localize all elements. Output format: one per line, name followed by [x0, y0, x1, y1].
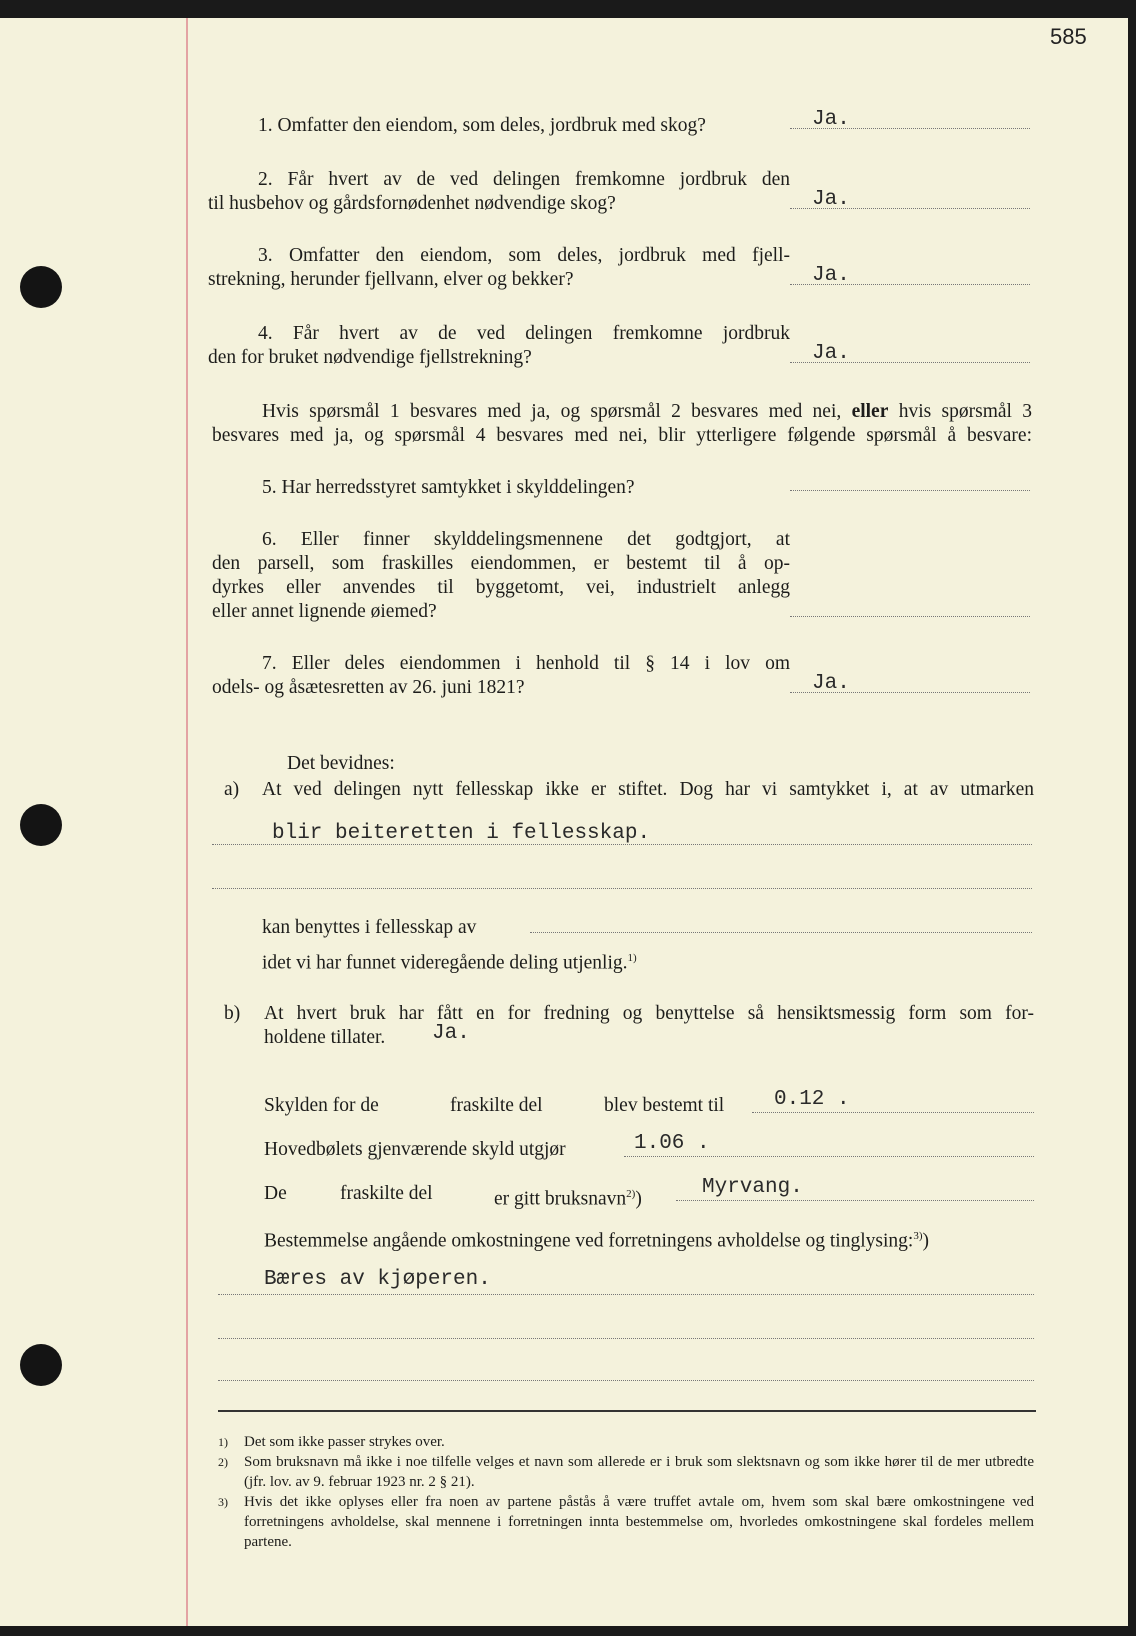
question-number: 1.: [258, 115, 273, 136]
name-label-1: De: [264, 1183, 287, 1204]
skyld-label-3: blev bestemt til: [604, 1095, 725, 1116]
remaining-label: Hovedbølets gjenværende skyld utgjør: [264, 1139, 566, 1160]
answer-q3: Ja.: [812, 264, 850, 287]
footnote-2: Som bruksnavn må ikke i noe tilfelle velges et navn som allerede er i bruk som slektsnavn og som ikke hører til de mer utbredte (jfr. lov. av 9. februar 1923 nr. 2 § 21).: [244, 1454, 1034, 1490]
question-4-line-2: den for bruket nødvendige fjellstrekning?: [208, 347, 532, 368]
answer-line: [790, 616, 1030, 617]
attestation-a-use: kan benyttes i fellesskap av: [262, 917, 477, 938]
attestation-b-line-1: At hvert bruk har fått en for fredning og benyttelse så hensiktsmessig form som for-: [264, 1003, 1034, 1024]
skyld-label-2: fraskilte del: [450, 1095, 543, 1116]
question-5: 5. Har herredsstyret samtykket i skylddelingen?: [262, 477, 635, 498]
question-3-line-1: 3. Omfatter den eiendom, som deles, jordbruk med fjell-: [258, 245, 790, 266]
fill-line: [212, 844, 1032, 845]
attestation-a-reason: idet vi har funnet videregående deling utjenlig.$^{1)}$: [262, 952, 637, 974]
fill-line: [624, 1156, 1034, 1157]
margin-line: [186, 18, 188, 1626]
fill-line: [752, 1112, 1034, 1113]
page-number: 585: [1050, 24, 1087, 49]
attestation-heading: Det bevidnes:: [287, 753, 395, 774]
typed-grazing-rights: blir beiteretten i fellesskap.: [272, 822, 651, 845]
footnote-3: Hvis det ikke oplyses eller fra noen av partene påstås å være truffet avtale om, hvem som skal bære omkostningene ved forretningens avholdelse, skal mennene i forretningen innta bestemmelse om, hvorledes omkostningene skal fordeles mellem partene.: [244, 1494, 1034, 1550]
question-2-line-2: til husbehov og gårdsfornødenhet nødvendige skog?: [208, 193, 616, 214]
footnote-1: Det som ikke passer strykes over.: [244, 1434, 445, 1450]
answer-q4: Ja.: [812, 342, 850, 365]
question-7-line-2: odels- og åsætesretten av 26. juni 1821?: [212, 677, 525, 698]
question-1: [258, 114, 706, 138]
footnote-mark-3: 3): [218, 1495, 228, 1509]
name-label-3: er gitt bruksnavn$^{2)}$): [494, 1188, 642, 1210]
attestation-b-label: b): [224, 1003, 241, 1024]
answer-q1: Ja.: [812, 108, 850, 131]
footnote-mark-2: 2): [218, 1455, 228, 1469]
fill-line: [218, 1338, 1034, 1339]
name-label-2: fraskilte del: [340, 1183, 433, 1204]
document-page: [0, 18, 1128, 1626]
punch-hole: [20, 804, 62, 846]
question-6-line-2: den parsell, som fraskilles eiendommen, er bestemt til å op-: [212, 553, 790, 574]
footnote-mark-1: 1): [218, 1435, 228, 1449]
name-value: Myrvang.: [702, 1176, 803, 1199]
question-4-line-1: 4. Får hvert av de ved delingen fremkomne jordbruk: [258, 323, 791, 344]
skyld-label-1: Skylden for de: [264, 1095, 379, 1116]
punch-hole: [20, 1344, 62, 1386]
fill-line: [218, 1380, 1034, 1381]
question-text: Omfatter den eiendom, som deles, jordbruk med skog?: [277, 115, 706, 136]
conditional-note-line-1: Hvis spørsmål 1 besvares med ja, og spørsmål 2 besvares med nei, eller hvis spørsmål 3: [262, 401, 1033, 422]
answer-b: Ja.: [432, 1022, 470, 1045]
question-2-line-1: 2. Får hvert av de ved delingen fremkomne jordbruk den: [258, 169, 790, 190]
remaining-value: 1.06 .: [634, 1132, 710, 1155]
answer-q7: Ja.: [812, 672, 850, 695]
answer-line: [790, 490, 1030, 491]
question-7-line-1: 7. Eller deles eiendommen i henhold til § 14 i lov om: [262, 653, 790, 674]
skyld-value: 0.12 .: [774, 1088, 850, 1111]
footnote-separator: [218, 1410, 1036, 1412]
question-6-line-3: dyrkes eller anvendes til byggetomt, vei, industrielt anlegg: [212, 577, 790, 598]
answer-q2: Ja.: [812, 188, 850, 211]
fill-line: [218, 1294, 1034, 1295]
attestation-a-text: At ved delingen nytt fellesskap ikke er stiftet. Dog har vi samtykket i, at av utmarken: [262, 779, 1034, 800]
question-3-line-2: strekning, herunder fjellvann, elver og bekker?: [208, 269, 574, 290]
attestation-a-label: a): [224, 779, 240, 800]
fill-line: [212, 888, 1032, 889]
punch-hole: [20, 266, 62, 308]
question-6-line-1: 6. Eller finner skylddelingsmennene det godtgjort, at: [262, 529, 790, 550]
conditional-note-line-2: besvares med ja, og spørsmål 4 besvares med nei, blir ytterligere følgende spørsmål å besvare:: [212, 425, 1032, 446]
fill-line: [676, 1200, 1034, 1201]
question-6-line-4: eller annet lignende øiemed?: [212, 601, 437, 622]
fill-line: [530, 932, 1032, 933]
cost-value: Bæres av kjøperen.: [264, 1268, 491, 1291]
cost-label: Bestemmelse angående omkostningene ved forretningens avholdelse og tinglysing:$^{3)}$): [264, 1230, 929, 1252]
attestation-b-line-2: holdene tillater.: [264, 1027, 386, 1048]
